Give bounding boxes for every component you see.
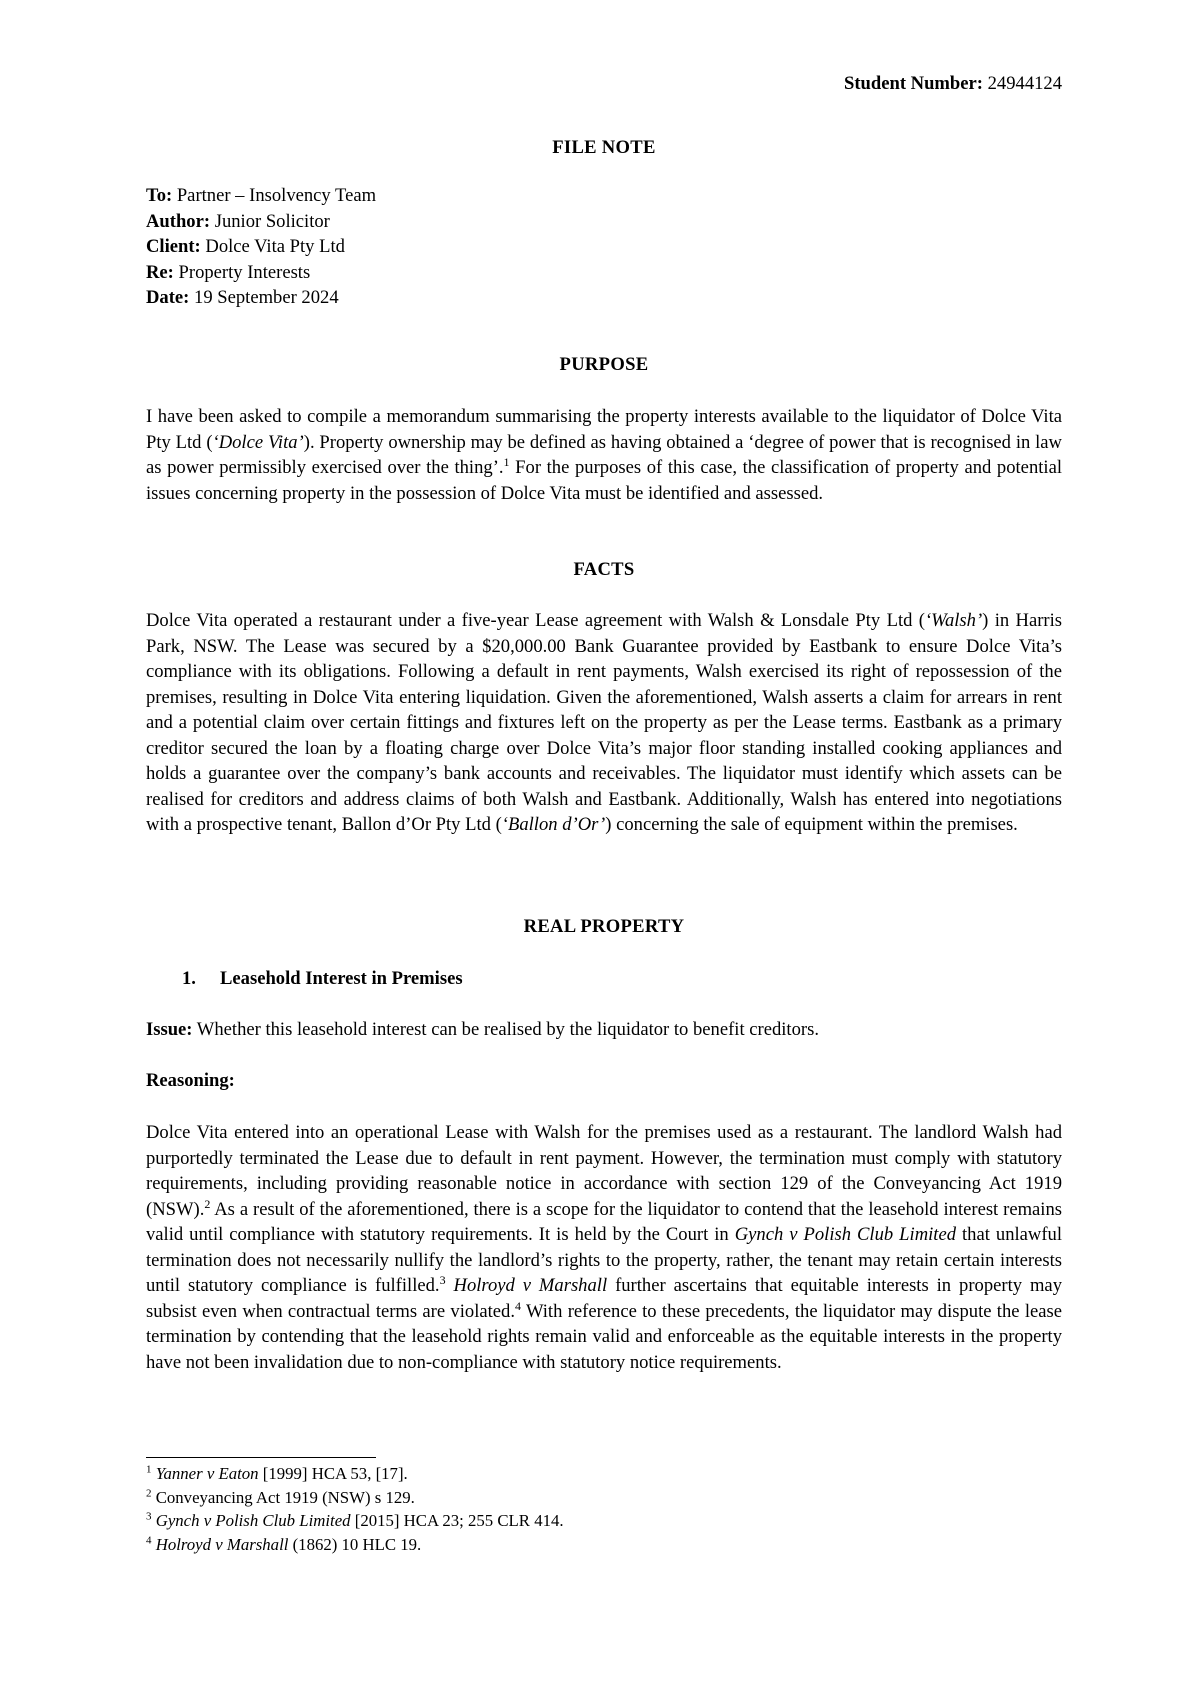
document-title: FILE NOTE [552,137,656,158]
meta-author: Author: Junior Solicitor [146,210,330,232]
footnote-item: $^4$ Holroyd v Marshall (1862) 10 HLC 19. [146,1533,422,1554]
file-note-meta [146,183,376,311]
facts-paragraph: Dolce Vita operated a restaurant under a five-year Lease agreement with Walsh & Lonsdale Pty Ltd (‘Walsh’) in Harris Park, NSW. The Lease was secured by a $20,000.00 Bank Guarantee provided by Eastbank to ensure Dolce Vita’s compliance with its obligations. Following a default in rent payments, Walsh exercised its right of repossession of the premises, resulting in Dolce Vita entering liquidation. Given the aforementioned, Walsh asserts a claim for arrears in rent and a potential claim over certain fittings and fixtures left on the property as per the Lease terms. Eastbank as a primary creditor secured the loan by a floating charge over Dolce Vita’s major floor standing installed cooking appliances and holds a guarantee over the company’s bank accounts and receivables. The liquidator must identify which assets can be realised for creditors and address claims of both Walsh and Eastbank. Additionally, Walsh has entered into negotiations with a prospective tenant, Ballon d’Or Pty Ltd (‘Ballon d’Or’) concerning the sale of equipment within the premises. [146,610,1062,835]
student-number-line [844,71,1062,97]
meta-to: To: Partner – Insolvency Team [146,185,377,206]
footnote-ref-2: 2 [204,1196,211,1211]
section-heading-leasehold: 1. Leasehold Interest in Premises [182,968,463,989]
footnote-ref-1: 1 [503,454,510,469]
footnote-ref-3: 3 [439,1272,446,1287]
footnote-separator [146,1457,376,1458]
meta-re: Re: Property Interests [146,261,311,283]
issue-line: Issue: Whether this leasehold interest can be realised by the liquidator to benefit creditors. [146,1019,819,1040]
facts-heading: FACTS [573,559,635,580]
footnote-item: $^1$ Yanner v Eaton [1999] HCA 53, [17]. [146,1463,408,1483]
footnote-ref-4: 4 [514,1298,521,1313]
footnote-item: $^2$ Conveyancing Act 1919 (NSW) s 129. [146,1486,415,1507]
footnotes [146,1462,564,1556]
real-property-heading: REAL PROPERTY [523,916,685,937]
purpose-heading: PURPOSE [559,354,649,375]
meta-client: Client: Dolce Vita Pty Ltd [146,236,345,257]
student-number-value: 24944124 [987,73,1062,94]
reasoning-paragraph: Dolce Vita entered into an operational Lease with Walsh for the premises used as a restaurant. The landlord Walsh had purportedly terminated the Lease due to default in rent payment. However, the termination must comply with statutory requirements, including providing reasonable notice in accordance with section 129 of the Conveyancing Act 1919 (NSW).$^2$ As a result of the aforementioned, there is a scope for the liquidator to contend that the leasehold interest remains valid until compliance with statutory requirements. It is held by the Court in Gynch v Polish Club Limited that unlawful termination does not necessarily nullify the landlord’s rights to the property, rather, the tenant may retain certain interests until statutory compliance is fulfilled.$^3$ Holroyd v Marshall further ascertains that equitable interests in property may subsist even when contractual terms are violated.$^4$ With reference to these precedents, the liquidator may dispute the lease termination by contending that the leasehold rights remain valid and enforceable as the equitable interests in the property have not been invalidation due to non-compliance with statutory notice requirements. [146,1122,1062,1373]
purpose-paragraph: I have been asked to compile a memorandum summarising the property interests available to the liquidator of Dolce Vita Pty Ltd (‘Dolce Vita’). Property ownership may be defined as having obtained a ‘degree of power that is recognised in law as power permissibly exercised over the thing’.$^1$ For the purposes of this case, the classification of property and potential issues concerning property in the possession of Dolce Vita must be identified and assessed. [146,406,1062,504]
footnote-item: $^3$ Gynch v Polish Club Limited [2015] HCA 23; 255 CLR 414. [146,1510,564,1530]
meta-date: Date: 19 September 2024 [146,287,339,308]
student-number-label: Student Number: [844,73,983,94]
reasoning-label: Reasoning: [146,1070,235,1091]
